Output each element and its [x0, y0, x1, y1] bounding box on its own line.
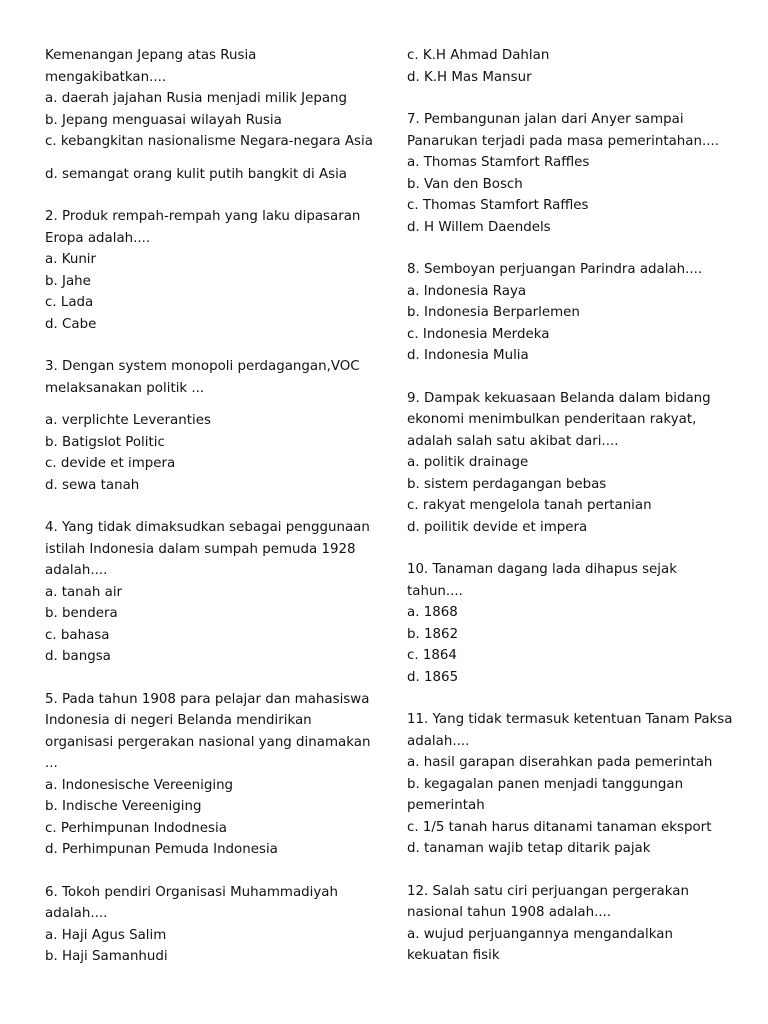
option-a: a. daerah jajahan Rusia menjadi milik Jepang — [45, 91, 348, 106]
option-a: a. verplichte Leveranties — [45, 413, 211, 428]
option-b: b. Batigslot Politic — [45, 434, 165, 450]
question-stem-line: istilah Indonesia dalam sumpah pemuda 1928 — [45, 541, 356, 557]
option-c: c. K.H Ahmad Dahlan — [407, 48, 550, 63]
option-b: b. Indische Vereeniging — [45, 799, 202, 814]
question-8 — [407, 259, 727, 367]
question-stem-line: 5. Pada tahun 1908 para pelajar dan mahasiswa — [45, 691, 370, 707]
question-11 — [407, 709, 733, 860]
question-10 — [407, 559, 727, 688]
option-b-continued: pemerintah — [407, 798, 485, 813]
question-stem-line: melaksanakan politik ... — [45, 380, 205, 396]
option-a: a. Thomas Stamfort Raffles — [407, 155, 590, 170]
option-a: a. Indonesia Raya — [407, 283, 527, 299]
option-d: d. 1865 — [407, 669, 459, 685]
option-d: d. tanaman wajib tetap ditarik pajak — [407, 841, 651, 856]
question-12 — [407, 881, 727, 967]
option-a-continued: kekuatan fisik — [407, 948, 500, 963]
option-c: c. kebangkitan nasionalisme Negara-negara Asia — [45, 134, 373, 149]
question-2 — [45, 206, 370, 335]
question-stem-line: 12. Salah satu ciri perjuangan pergerakan — [407, 883, 689, 899]
question-stem-line: 10. Tanaman dagang lada dihapus sejak — [407, 562, 677, 577]
option-d: d. Cabe — [45, 316, 97, 332]
option-a: a. 1868 — [407, 605, 458, 620]
question-3 — [45, 356, 370, 496]
option-c: c. devide et impera — [45, 456, 176, 471]
question-stem-line: 7. Pembangunan jalan dari Anyer sampai — [407, 112, 684, 127]
question-stem-line: adalah.... — [45, 563, 108, 578]
question-9 — [407, 388, 727, 539]
option-d: d. Perhimpunan Pemuda Indonesia — [45, 842, 278, 857]
option-b: b. Jahe — [45, 273, 91, 289]
question-stem-line: 3. Dengan system monopoli perdagangan,VOC — [45, 359, 360, 374]
option-d: d. sewa tanah — [45, 477, 140, 493]
option-a: a. hasil garapan diserahkan pada pemerintah — [407, 755, 713, 770]
question-1 — [45, 45, 373, 185]
option-d: d. poilitik devide et impera — [407, 519, 588, 535]
option-d: d. Indonesia Mulia — [407, 348, 529, 363]
option-d: d. semangat orang kulit putih bangkit di Asia — [45, 166, 348, 182]
question-stem-line: ... — [45, 756, 58, 771]
option-d: d. H Willem Daendels — [407, 219, 551, 235]
question-stem-line: Eropa adalah.... — [45, 230, 151, 246]
option-a: a. wujud perjuangannya mengandalkan — [407, 926, 673, 942]
question-stem-line: tahun.... — [407, 583, 463, 599]
option-a: a. tanah air — [45, 584, 123, 600]
option-b: b. Indonesia Berparlemen — [407, 305, 580, 320]
option-c: c. bahasa — [45, 627, 110, 643]
question-6-continued — [407, 45, 727, 88]
question-6 — [45, 882, 370, 968]
option-a: a. politik drainage — [407, 455, 529, 470]
question-4 — [45, 517, 370, 668]
question-stem-line: Panarukan terjadi pada masa pemerintahan.... — [407, 133, 719, 149]
question-stem-line: 8. Semboyan perjuangan Parindra adalah.... — [407, 262, 703, 277]
right-column — [407, 45, 733, 967]
question-stem-line: 2. Produk rempah-rempah yang laku dipasaran — [45, 209, 361, 224]
question-stem-line: adalah salah satu akibat dari.... — [407, 433, 619, 449]
option-c: c. Perhimpunan Indodnesia — [45, 820, 227, 836]
option-d: d. bangsa — [45, 649, 111, 664]
question-stem-line: Kemenangan Jepang atas Rusia — [45, 48, 257, 63]
option-d: d. K.H Mas Mansur — [407, 69, 532, 85]
option-c: c. Thomas Stamfort Raffles — [407, 198, 589, 213]
option-b: b. sistem perdagangan bebas — [407, 476, 607, 492]
option-b: b. bendera — [45, 606, 118, 621]
question-stem-line: 11. Yang tidak termasuk ketentuan Tanam Paksa — [407, 712, 733, 727]
left-column — [45, 45, 373, 968]
question-stem-line: 6. Tokoh pendiri Organisasi Muhammadiyah — [45, 884, 338, 900]
option-a: a. Haji Agus Salim — [45, 927, 167, 943]
option-c: c. rakyat mengelola tanah pertanian — [407, 498, 652, 513]
option-b: b. Haji Samanhudi — [45, 949, 168, 964]
option-a: a. Indonesische Vereeniging — [45, 777, 234, 793]
question-stem-line: 9. Dampak kekuasaan Belanda dalam bidang — [407, 390, 711, 406]
question-stem-line: ekonomi menimbulkan penderitaan rakyat, — [407, 412, 697, 427]
option-b: b. Van den Bosch — [407, 176, 523, 192]
option-c: c. 1/5 tanah harus ditanami tanaman eksport — [407, 819, 712, 835]
question-stem-line: organisasi pergerakan nasional yang dinamakan — [45, 734, 371, 750]
option-c: c. 1864 — [407, 648, 457, 663]
option-b: b. 1862 — [407, 626, 459, 642]
option-c: c. Lada — [45, 295, 94, 310]
question-stem-line: Indonesia di negeri Belanda mendirikan — [45, 713, 312, 728]
question-5 — [45, 689, 370, 861]
question-7 — [407, 109, 727, 238]
option-a: a. Kunir — [45, 252, 97, 267]
question-stem-line: adalah.... — [45, 906, 108, 921]
option-c: c. Indonesia Merdeka — [407, 326, 550, 342]
option-b: b. Jepang menguasai wilayah Rusia — [45, 112, 282, 128]
question-stem-line: mengakibatkan.... — [45, 69, 167, 85]
question-stem-line: adalah.... — [407, 733, 470, 749]
option-b: b. kegagalan panen menjadi tanggungan — [407, 776, 684, 792]
question-stem-line: 4. Yang tidak dimaksudkan sebagai penggunaan — [45, 520, 370, 535]
question-stem-line: nasional tahun 1908 adalah.... — [407, 905, 612, 920]
